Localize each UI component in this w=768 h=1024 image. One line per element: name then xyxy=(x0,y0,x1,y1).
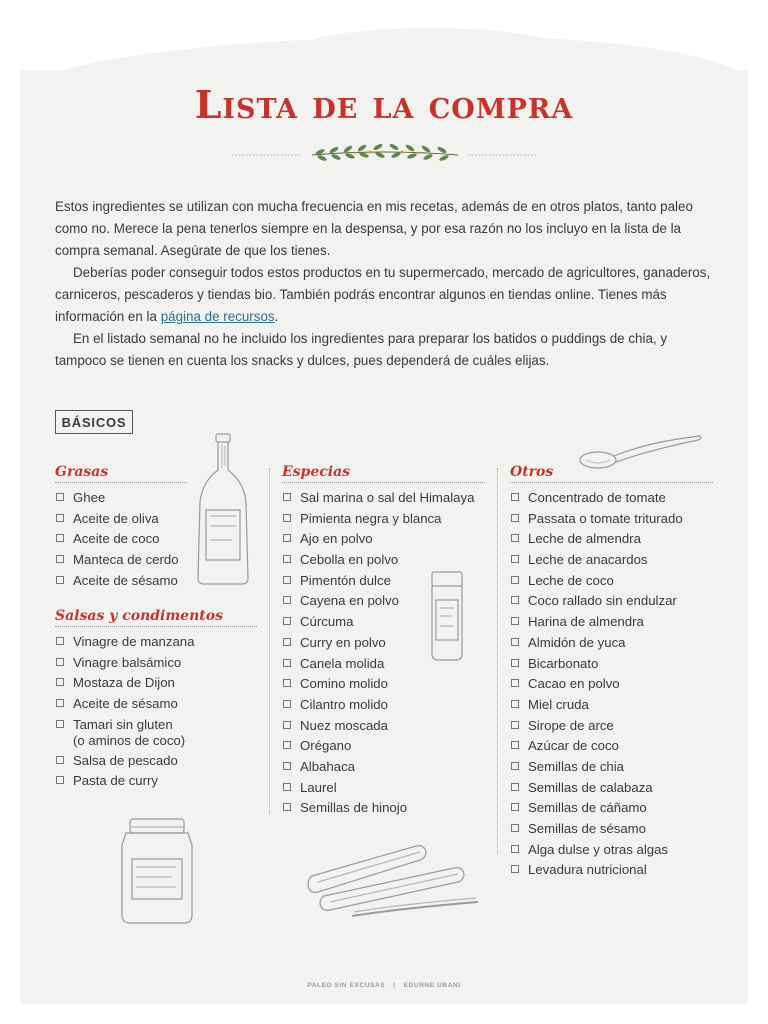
checklist-item xyxy=(510,509,715,530)
oil-bottle-illustration-icon xyxy=(192,430,254,590)
checklist-item-label: Vinagre de manzana xyxy=(73,634,195,649)
checklist-item-label: Manteca de cerdo xyxy=(73,552,179,568)
checklist-item xyxy=(55,694,255,715)
checkbox[interactable] xyxy=(283,555,291,563)
checklist-item-label: Passata o tomate triturado xyxy=(528,510,683,526)
checklist-item-label: Orégano xyxy=(300,738,352,754)
checklist-item xyxy=(510,612,715,633)
checkbox[interactable] xyxy=(283,803,291,811)
checkbox[interactable] xyxy=(283,700,291,708)
checklist-item-label: Cúrcuma xyxy=(300,614,354,630)
checklist-item-label: Cacao en polvo xyxy=(528,676,620,692)
checklist-item xyxy=(510,591,715,612)
checklist-item-label: Pimienta negra y blanca xyxy=(300,510,442,526)
checklist-item-label: Harina de almendra xyxy=(528,614,644,630)
checklist-item xyxy=(510,571,715,592)
checklist-item xyxy=(510,819,715,840)
checkbox[interactable] xyxy=(283,576,291,584)
checkbox[interactable] xyxy=(283,659,291,667)
checklist-item-label: Alga dulse y otras algas xyxy=(528,841,669,857)
category-title-especias: Especias xyxy=(282,464,485,483)
checkbox[interactable] xyxy=(511,741,519,749)
checkbox[interactable] xyxy=(283,493,291,501)
section-label-basicos: BÁSICOS xyxy=(55,410,133,434)
checkbox[interactable] xyxy=(511,700,519,708)
checklist-item-label: Almidón de yuca xyxy=(528,634,626,650)
checkbox[interactable] xyxy=(511,865,519,873)
checklist-item xyxy=(282,550,487,571)
checklist-item-label: Pimentón dulce xyxy=(300,572,391,588)
footer-author: EDURNE UBANI xyxy=(403,982,461,989)
checklist-item xyxy=(282,778,487,799)
checkbox[interactable] xyxy=(283,679,291,687)
checkbox[interactable] xyxy=(56,555,64,563)
checklist-item xyxy=(55,715,255,751)
checkbox[interactable] xyxy=(56,576,64,584)
checkbox[interactable] xyxy=(56,493,64,501)
checklist-item-label: Comino molido xyxy=(300,676,388,692)
footer-separator: | xyxy=(393,982,396,989)
checklist-item xyxy=(282,695,487,716)
checklist-item xyxy=(55,751,255,772)
checklist-item xyxy=(510,840,715,861)
checkbox[interactable] xyxy=(511,555,519,563)
checklist-item-label: Semillas de calabaza xyxy=(528,779,653,795)
checkbox[interactable] xyxy=(56,637,64,645)
checklist-item-label: Concentrado de tomate xyxy=(528,490,666,505)
intro-paragraph: Estos ingredientes se utilizan con mucha frecuencia en mis recetas, además de en otros platos, tanto paleo como no. Merece la pena tenerlos siempre en la despensa, y por esa razón no los incluyo en la lista de la compra semanal. Asegúrate de que los tienes. xyxy=(55,199,693,258)
checklist-item xyxy=(282,488,487,509)
checklist-item-label: Semillas de sésamo xyxy=(528,821,647,836)
checklist-item xyxy=(510,736,715,757)
checklist-item-label: Aceite de sésamo xyxy=(73,572,178,588)
checkbox[interactable] xyxy=(511,721,519,729)
checklist-item-label: Pasta de curry xyxy=(73,773,159,789)
checklist-item xyxy=(282,529,487,550)
cinnamon-sticks-illustration-icon xyxy=(304,838,482,922)
checkbox[interactable] xyxy=(511,576,519,584)
checkbox[interactable] xyxy=(283,762,291,770)
checkbox[interactable] xyxy=(511,845,519,853)
checkbox[interactable] xyxy=(56,534,64,542)
checklist-item-label: Semillas de cáñamo xyxy=(528,800,647,816)
checklist-item-label: Salsa de pescado xyxy=(73,752,178,768)
resources-page-link[interactable]: página de recursos xyxy=(160,309,275,324)
checklist-item xyxy=(510,757,715,778)
salsas-list xyxy=(55,632,255,792)
intro-text xyxy=(55,196,715,372)
intro-text-segment: . xyxy=(274,309,279,324)
checklist-item-label: Cilantro molido xyxy=(300,696,388,712)
checklist-item xyxy=(510,633,715,654)
checklist-item xyxy=(55,632,255,653)
checklist-item-label: Mostaza de Dijon xyxy=(73,675,175,691)
checkbox[interactable] xyxy=(283,514,291,522)
spoon-illustration-icon xyxy=(578,430,704,472)
checklist-item-label: Ajo en polvo xyxy=(300,531,373,547)
checklist-item-label: Aceite de sésamo xyxy=(73,696,178,712)
checklist-item-label: Miel cruda xyxy=(528,696,589,712)
checkbox[interactable] xyxy=(511,596,519,604)
checklist-item-label: Coco rallado sin endulzar xyxy=(528,593,677,609)
checkbox[interactable] xyxy=(56,776,64,784)
checklist-item xyxy=(510,674,715,695)
page-footer xyxy=(0,982,768,989)
checkbox[interactable] xyxy=(511,617,519,625)
glass-jar-illustration-icon xyxy=(116,815,198,927)
laurel-branch-divider-icon xyxy=(230,140,540,170)
checkbox[interactable] xyxy=(283,534,291,542)
checklist-item xyxy=(510,488,715,509)
checklist-item-label: Nuez moscada xyxy=(300,717,388,733)
otros-list xyxy=(510,488,715,881)
checklist-item-label: Sal marina o sal del Himalaya xyxy=(300,490,475,505)
checkbox[interactable] xyxy=(283,783,291,791)
checklist-item xyxy=(282,509,487,530)
checklist-item xyxy=(282,798,487,819)
checklist-item-label: Sirope de arce xyxy=(528,717,614,733)
checklist-item-label: Leche de anacardos xyxy=(528,552,648,568)
checklist-item-label: Cayena en polvo xyxy=(300,593,399,609)
checklist-item xyxy=(55,673,255,694)
checkbox[interactable] xyxy=(511,824,519,832)
checkbox[interactable] xyxy=(56,678,64,686)
checklist-item-label: Bicarbonato xyxy=(528,655,599,671)
spice-jar-illustration-icon xyxy=(426,570,468,664)
checklist-item xyxy=(510,654,715,675)
column-divider xyxy=(269,468,270,814)
page-title: Lista de la compra xyxy=(194,82,574,127)
checklist-item-label: Leche de almendra xyxy=(528,531,641,547)
intro-paragraph: En el listado semanal no he incluido los ingredientes para preparar los batidos o puddings de chia, y tampoco se tienen en cuenta los snacks y dulces, pues dependerá de cuáles elijas. xyxy=(55,331,668,368)
footer-book-title: PALEO SIN EXCUSAS xyxy=(307,982,386,989)
column-divider xyxy=(497,468,498,854)
checkbox[interactable] xyxy=(511,514,519,522)
checklist-item xyxy=(510,716,715,737)
checklist-item-label: Vinagre balsámico xyxy=(73,654,182,670)
checkbox[interactable] xyxy=(283,617,291,625)
checkbox[interactable] xyxy=(56,720,64,728)
checkbox[interactable] xyxy=(511,534,519,542)
checkbox[interactable] xyxy=(56,699,64,707)
checklist-item-label: Levadura nutricional xyxy=(528,862,647,878)
category-title-salsas: Salsas y condimentos xyxy=(55,608,257,627)
intro-paragraph xyxy=(55,262,715,328)
checkbox[interactable] xyxy=(511,493,519,501)
checklist-item xyxy=(510,550,715,571)
checklist-item-label: Cebolla en polvo xyxy=(300,552,399,568)
checklist-item xyxy=(510,529,715,550)
checklist-item xyxy=(282,757,487,778)
checkbox[interactable] xyxy=(56,658,64,666)
intro-text-segment: Deberías poder conseguir todos estos productos en tu supermercado, mercado de agricultores, ganaderos, carniceros, pescaderos y tiendas bio. También podrás encontrar algunos en tiendas online. Tienes más información en la xyxy=(55,265,711,324)
checkbox[interactable] xyxy=(511,638,519,646)
checklist-item-label: Curry en polvo xyxy=(300,634,386,650)
checklist-item xyxy=(510,798,715,819)
checklist-item-label: Tamari sin gluten (o aminos de coco) xyxy=(73,716,186,748)
checkbox[interactable] xyxy=(511,803,519,811)
checklist-item-label: Azúcar de coco xyxy=(528,738,619,754)
checklist-item-label: Leche de coco xyxy=(528,572,614,588)
checklist-item-label: Aceite de coco xyxy=(73,531,160,547)
checklist-item xyxy=(510,860,715,881)
checklist-item xyxy=(55,771,255,792)
checklist-item xyxy=(282,674,487,695)
checklist-item-label: Albahaca xyxy=(300,758,355,774)
checklist-item xyxy=(55,653,255,674)
checklist-item xyxy=(510,778,715,799)
checkbox[interactable] xyxy=(283,638,291,646)
category-title-otros: Otros xyxy=(510,464,713,483)
checkbox[interactable] xyxy=(511,679,519,687)
checklist-item-label: Aceite de oliva xyxy=(73,510,159,526)
checkbox[interactable] xyxy=(511,659,519,667)
checkbox[interactable] xyxy=(283,596,291,604)
checklist-item-label: Ghee xyxy=(73,490,106,505)
checklist-item-label: Laurel xyxy=(300,779,337,795)
checkbox[interactable] xyxy=(283,721,291,729)
checkbox[interactable] xyxy=(56,514,64,522)
checklist-item-label: Semillas de hinojo xyxy=(300,800,408,816)
checklist-item-label: Semillas de chia xyxy=(528,758,625,774)
checklist-item xyxy=(510,695,715,716)
paper-brush-edge xyxy=(300,28,560,68)
checklist-item-label: Canela molida xyxy=(300,655,385,671)
checklist-item xyxy=(282,736,487,757)
category-title-grasas: Grasas xyxy=(55,464,187,483)
checkbox[interactable] xyxy=(511,762,519,770)
checkbox[interactable] xyxy=(511,783,519,791)
checkbox[interactable] xyxy=(283,741,291,749)
checkbox[interactable] xyxy=(56,756,64,764)
checklist-item xyxy=(282,716,487,737)
